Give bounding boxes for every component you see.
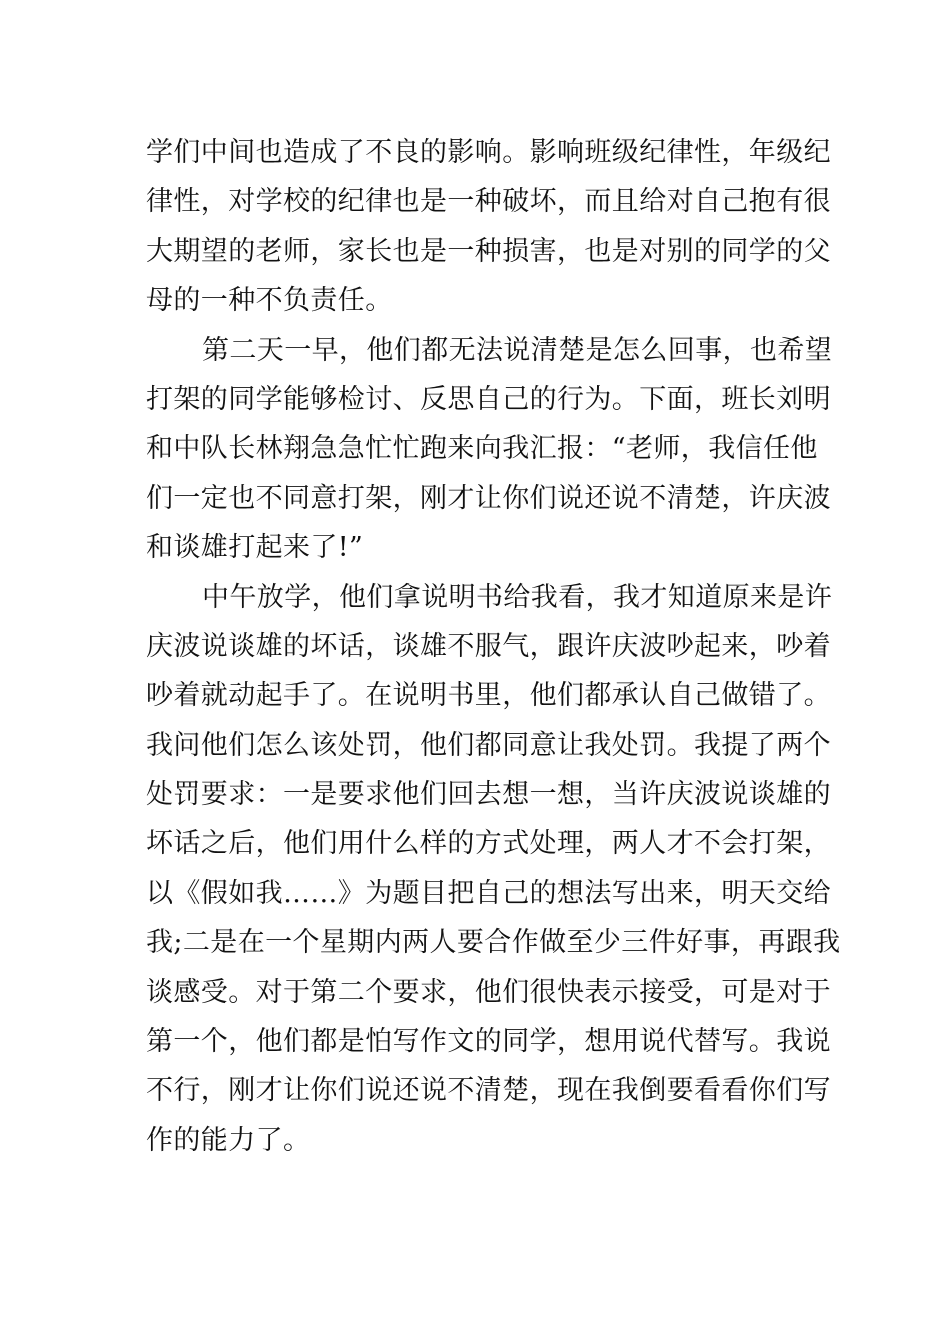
text-line: 庆波说谈雄的坏话，谈雄不服气，跟许庆波吵起来，吵着 [146, 630, 831, 662]
text-line: 我;二是在一个星期内两人要合作做至少三件好事，再跟我 [146, 927, 841, 959]
text-line: 不行，刚才让你们说还说不清楚，现在我倒要看看你们写 [146, 1075, 831, 1107]
text-line: 律性，对学校的纪律也是一种破坏，而且给对自己抱有很 [146, 186, 831, 218]
text-line: 第二天一早，他们都无法说清楚是怎么回事，也希望 [202, 334, 833, 366]
text-line: 学们中间也造成了不良的影响。影响班级纪律性，年级纪 [146, 137, 831, 168]
text-line: 中午放学，他们拿说明书给我看，我才知道原来是许 [202, 581, 833, 613]
text-line: 吵着就动起手了。在说明书里，他们都承认自己做错了。 [146, 680, 831, 712]
body-text [146, 128, 841, 1165]
text-line: 打架的同学能够检讨、反思自己的行为。下面，班长刘明 [146, 383, 831, 415]
text-line: 第一个，他们都是怕写作文的同学，想用说代替写。我说 [146, 1026, 831, 1058]
text-line: 和中队长林翔急急忙忙跑来向我汇报：“老师，我信任他 [146, 433, 818, 465]
text-line: 谈感受。对于第二个要求，他们很快表示接受，可是对于 [146, 976, 831, 1008]
text-line: 母的一种不负责任。 [146, 285, 393, 317]
text-line: 大期望的老师，家长也是一种损害，也是对别的同学的父 [146, 235, 831, 267]
text-line: 以《假如我……》为题目把自己的想法写出来，明天交给 [146, 877, 831, 909]
text-line: 们一定也不同意打架，刚才让你们说还说不清楚，许庆波 [146, 482, 831, 514]
text-line: 坏话之后，他们用什么样的方式处理，两人才不会打架， [146, 828, 831, 860]
text-line: 我问他们怎么该处罚，他们都同意让我处罚。我提了两个 [146, 729, 831, 761]
text-line: 和谈雄打起来了!” [146, 532, 364, 564]
text-line: 处罚要求：一是要求他们回去想一想，当许庆波说谈雄的 [146, 779, 831, 811]
text-line: 作的能力了。 [146, 1124, 311, 1156]
